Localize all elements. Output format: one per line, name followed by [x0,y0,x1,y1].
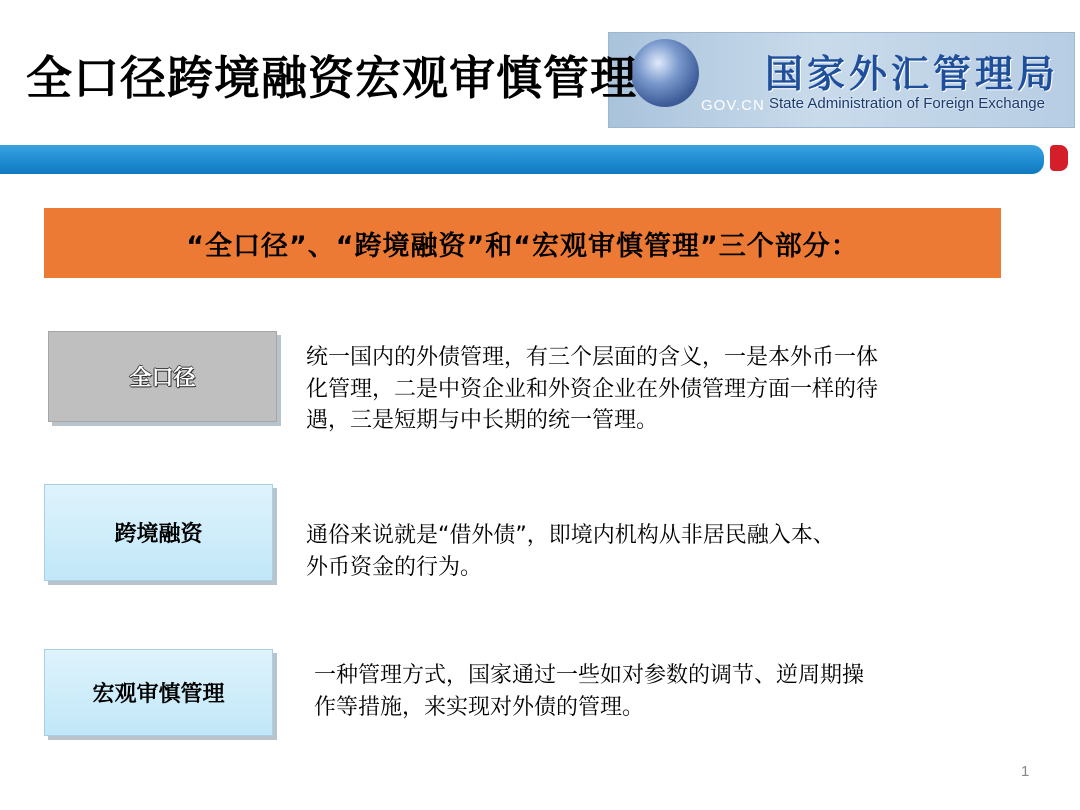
page-number: 1 [1021,763,1030,780]
globe-logo-icon [631,39,699,107]
term-description-kua-jing-rong-zi [306,520,835,583]
safe-logo-banner [608,32,1075,128]
term-label: 宏观审慎管理 [92,682,225,707]
description-line: 化管理，二是中资企业和外资企业在外债管理方面一样的待 [306,376,879,402]
term-box-kua-jing-rong-zi [44,484,273,581]
description-line: 统一国内的外债管理，有三个层面的含义，一是本外币一体 [306,345,879,370]
description-line: 通俗来说就是“借外债”，即境内机构从非居民融入本、 [306,523,835,548]
description-line: 作等措施，来实现对外债的管理。 [314,694,645,720]
term-label: 全口径 [129,366,196,391]
header-divider-bar [0,145,1044,174]
header-accent-mark [1050,145,1068,171]
slide-title: 全口径跨境融资宏观审慎管理 [26,51,637,105]
term-description-hong-guan-shen-shen [314,660,864,723]
description-line: 一种管理方式，国家通过一些如对参数的调节、逆周期操 [314,663,865,688]
term-box-hong-guan-shen-shen [44,649,273,736]
term-label: 跨境融资 [114,522,203,547]
description-line: 外币资金的行为。 [306,554,483,580]
logo-english-name: State Administration of Foreign Exchange [769,95,1045,112]
logo-domain-text: GOV.CN [701,97,765,114]
description-line: 遇，三是短期与中长期的统一管理。 [306,408,659,434]
term-description-quan-kou-jing [306,342,878,437]
intro-text: “全口径”、“跨境融资”和“宏观审慎管理”三个部分： [186,230,859,262]
intro-banner [44,208,1001,278]
logo-chinese-name: 国家外汇管理局 [765,52,1060,96]
term-box-quan-kou-jing [48,331,277,422]
